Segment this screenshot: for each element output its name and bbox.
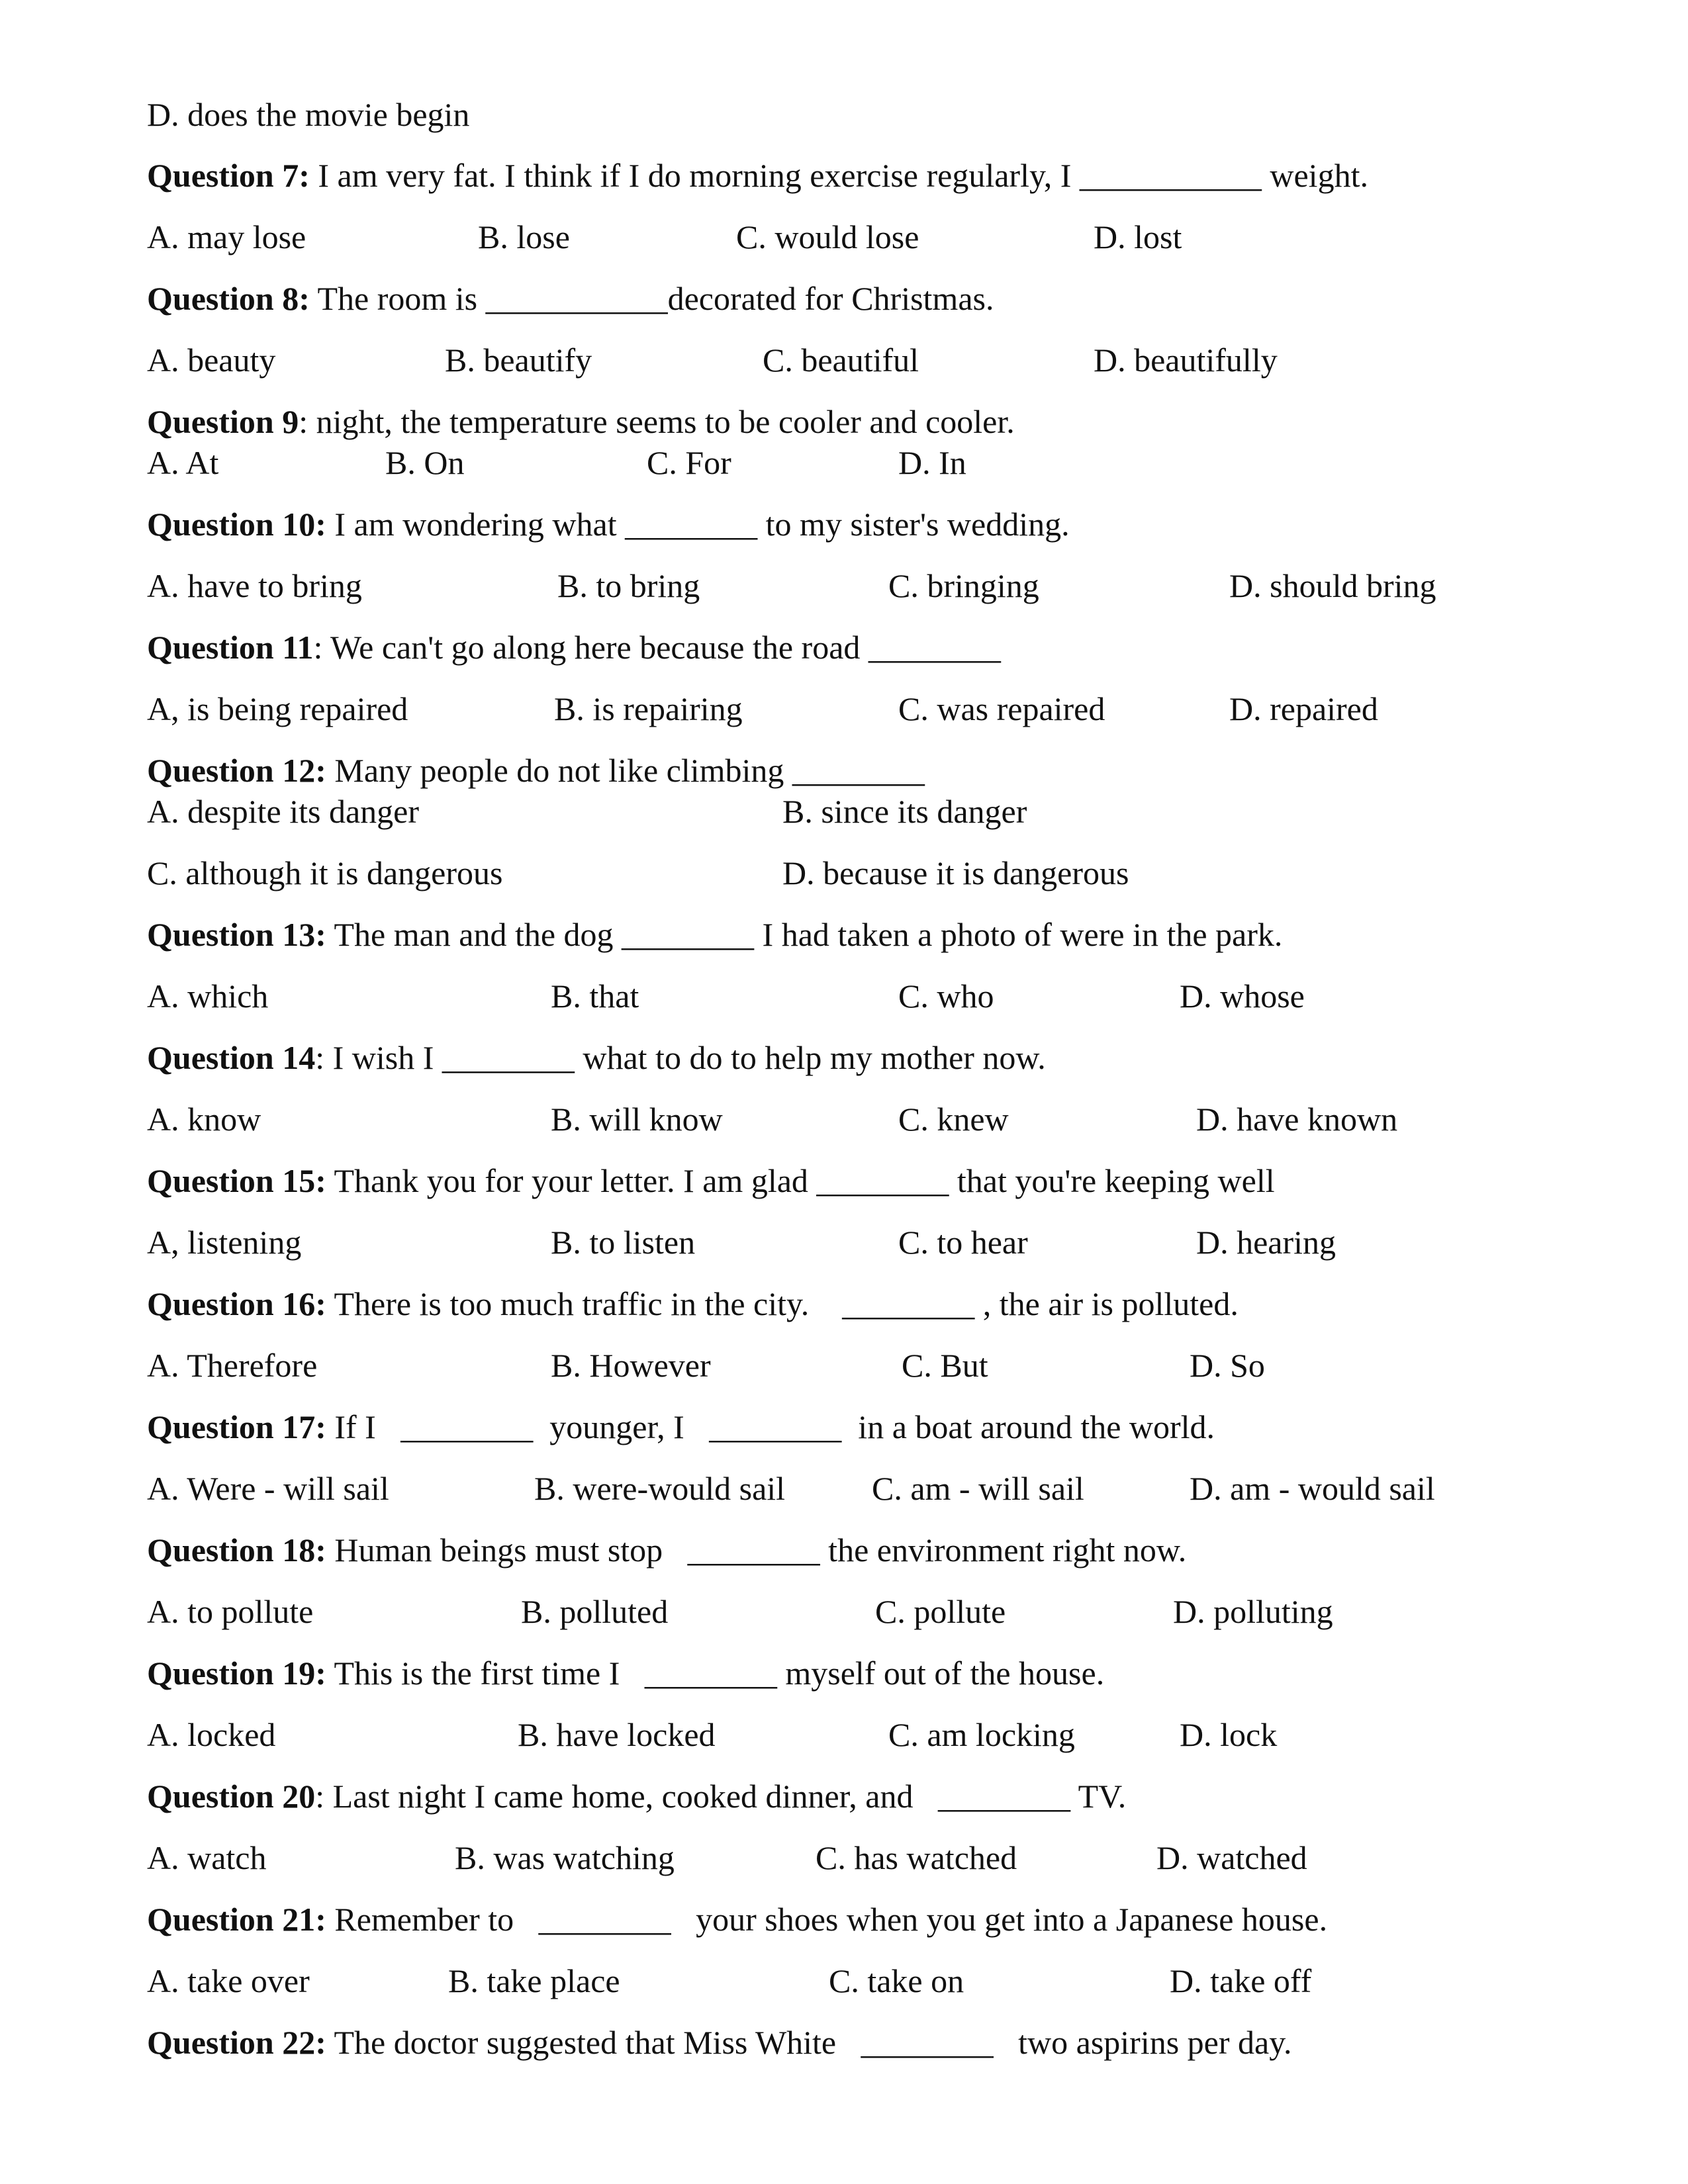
question-15-option-d[interactable]: D. hearing (1196, 1224, 1336, 1261)
question-label: Question 16: (147, 1285, 326, 1322)
question-label: Question 19: (147, 1655, 326, 1692)
question-13-option-a[interactable]: A. which (147, 978, 269, 1015)
question-13-option-b[interactable]: B. that (551, 978, 639, 1015)
question-text: : Last night I came home, cooked dinner, and ________ TV. (315, 1778, 1127, 1815)
question-16-stem (147, 1287, 1239, 1320)
question-7-option-a[interactable]: A. may lose (147, 218, 306, 255)
question-text: Human beings must stop ________ the environment right now. (326, 1531, 1187, 1569)
question-18-stem (147, 1533, 1186, 1567)
question-7-option-c[interactable]: C. would lose (736, 218, 919, 255)
question-16-option-a[interactable]: A. Therefore (147, 1347, 318, 1384)
question-label: Question 15: (147, 1162, 326, 1199)
question-17-option-b[interactable]: B. were-would sail (534, 1470, 786, 1507)
question-label: Question 7: (147, 157, 310, 194)
question-13-option-c[interactable]: C. who (898, 978, 994, 1015)
question-12-option-a[interactable]: A. despite its danger (147, 793, 420, 830)
question-8-option-d[interactable]: D. beautifully (1094, 341, 1278, 379)
question-19-option-d[interactable]: D. lock (1180, 1716, 1278, 1753)
question-21-option-c[interactable]: C. take on (829, 1962, 964, 1999)
question-20-option-d[interactable]: D. watched (1156, 1839, 1307, 1876)
question-15-stem (147, 1164, 1275, 1197)
question-17-option-a[interactable]: A. Were - will sail (147, 1470, 389, 1507)
question-14-option-d[interactable]: D. have known (1196, 1101, 1398, 1138)
question-10-option-b[interactable]: B. to bring (557, 567, 700, 604)
question-21-option-a[interactable]: A. take over (147, 1962, 310, 1999)
question-label: Question 13: (147, 916, 326, 953)
question-text: Remember to ________ your shoes when you get into a Japanese house. (326, 1901, 1328, 1938)
question-12-stem (147, 754, 925, 787)
question-label: Question 22: (147, 2024, 326, 2061)
question-text: I am wondering what ________ to my sister's wedding. (326, 506, 1070, 543)
question-9-stem (147, 405, 1015, 438)
question-text: This is the first time I ________ myself out of the house. (326, 1655, 1105, 1692)
question-label: Question 12: (147, 752, 326, 789)
question-20-option-c[interactable]: C. has watched (816, 1839, 1017, 1876)
question-9-option-a[interactable]: A. At (147, 444, 219, 481)
question-18-option-b[interactable]: B. polluted (521, 1593, 669, 1630)
question-10-option-c[interactable]: C. bringing (888, 567, 1039, 604)
question-text: Thank you for your letter. I am glad ________ that you're keeping well (326, 1162, 1275, 1199)
question-label: Question 14 (147, 1039, 316, 1076)
question-11-option-c[interactable]: C. was repaired (898, 690, 1105, 727)
question-14-option-b[interactable]: B. will know (551, 1101, 723, 1138)
question-18-option-c[interactable]: C. pollute (875, 1593, 1006, 1630)
question-21-stem (147, 1903, 1327, 1936)
question-20-option-a[interactable]: A. watch (147, 1839, 267, 1876)
question-22-stem (147, 2026, 1291, 2059)
question-label: Question 11 (147, 629, 314, 666)
question-label: Question 8: (147, 280, 310, 317)
question-label: Question 18: (147, 1531, 326, 1569)
question-15-option-c[interactable]: C. to hear (898, 1224, 1028, 1261)
question-9-option-c[interactable]: C. For (647, 444, 731, 481)
question-8-option-a[interactable]: A. beauty (147, 341, 276, 379)
question-text: The man and the dog ________ I had taken a photo of were in the park. (326, 916, 1283, 953)
question-9-option-b[interactable]: B. On (385, 444, 465, 481)
question-13-stem (147, 918, 1282, 951)
question-17-option-d[interactable]: D. am - would sail (1190, 1470, 1435, 1507)
question-12-option-c[interactable]: C. although it is dangerous (147, 854, 503, 891)
question-11-option-d[interactable]: D. repaired (1229, 690, 1378, 727)
question-10-option-d[interactable]: D. should bring (1229, 567, 1436, 604)
question-label: Question 10: (147, 506, 326, 543)
question-11-option-a[interactable]: A, is being repaired (147, 690, 408, 727)
question-14-stem (147, 1041, 1046, 1074)
question-14-option-a[interactable]: A. know (147, 1101, 261, 1138)
question-17-option-c[interactable]: C. am - will sail (872, 1470, 1084, 1507)
question-text: The room is ___________decorated for Christmas. (309, 280, 994, 317)
question-7-option-b[interactable]: B. lose (478, 218, 570, 255)
question-19-option-a[interactable]: A. locked (147, 1716, 276, 1753)
question-11-option-b[interactable]: B. is repairing (554, 690, 743, 727)
question-18-option-a[interactable]: A. to pollute (147, 1593, 314, 1630)
question-text: There is too much traffic in the city. ________ , the air is polluted. (326, 1285, 1239, 1322)
question-7-option-d[interactable]: D. lost (1094, 218, 1182, 255)
question-15-option-b[interactable]: B. to listen (551, 1224, 696, 1261)
question-8-option-b[interactable]: B. beautify (445, 341, 592, 379)
question-label: Question 20 (147, 1778, 316, 1815)
question-text: Many people do not like climbing ________ (326, 752, 925, 789)
question-15-option-a[interactable]: A, listening (147, 1224, 302, 1261)
question-text: The doctor suggested that Miss White ________ two aspirins per day. (326, 2024, 1292, 2061)
question-8-stem (147, 282, 994, 315)
question-18-option-d[interactable]: D. polluting (1173, 1593, 1333, 1630)
question-10-stem (147, 508, 1070, 541)
question-text: I am very fat. I think if I do morning exercise regularly, I ___________ weight. (309, 157, 1368, 194)
question-19-option-c[interactable]: C. am locking (888, 1716, 1075, 1753)
question-12-option-d[interactable]: D. because it is dangerous (782, 854, 1129, 891)
question-13-option-d[interactable]: D. whose (1180, 978, 1305, 1015)
question-11-stem (147, 631, 1001, 664)
question-14-option-c[interactable]: C. knew (898, 1101, 1009, 1138)
question-17-stem (147, 1410, 1215, 1443)
question-16-option-d[interactable]: D. So (1190, 1347, 1265, 1384)
question-21-option-b[interactable]: B. take place (448, 1962, 620, 1999)
question-9-option-d[interactable]: D. In (898, 444, 966, 481)
question-text: If I ________ younger, I ________ in a boat around the world. (326, 1408, 1215, 1445)
question-label: Question 9 (147, 403, 299, 440)
question-label: Question 21: (147, 1901, 326, 1938)
continuation-option: D. does the movie begin (147, 96, 470, 133)
question-16-option-c[interactable]: C. But (902, 1347, 988, 1384)
question-20-option-b[interactable]: B. was watching (455, 1839, 675, 1876)
question-20-stem (147, 1780, 1126, 1813)
question-12-option-b[interactable]: B. since its danger (782, 793, 1027, 830)
question-text: : I wish I ________ what to do to help my mother now. (315, 1039, 1046, 1076)
question-text: : night, the temperature seems to be cooler and cooler. (299, 403, 1015, 440)
question-7-stem (147, 159, 1368, 192)
question-text: : We can't go along here because the road ________ (313, 629, 1001, 666)
question-19-stem (147, 1657, 1104, 1690)
question-19-option-b[interactable]: B. have locked (518, 1716, 716, 1753)
question-16-option-b[interactable]: B. However (551, 1347, 711, 1384)
question-21-option-d[interactable]: D. take off (1170, 1962, 1312, 1999)
question-10-option-a[interactable]: A. have to bring (147, 567, 362, 604)
question-8-option-c[interactable]: C. beautiful (763, 341, 919, 379)
question-label: Question 17: (147, 1408, 326, 1445)
